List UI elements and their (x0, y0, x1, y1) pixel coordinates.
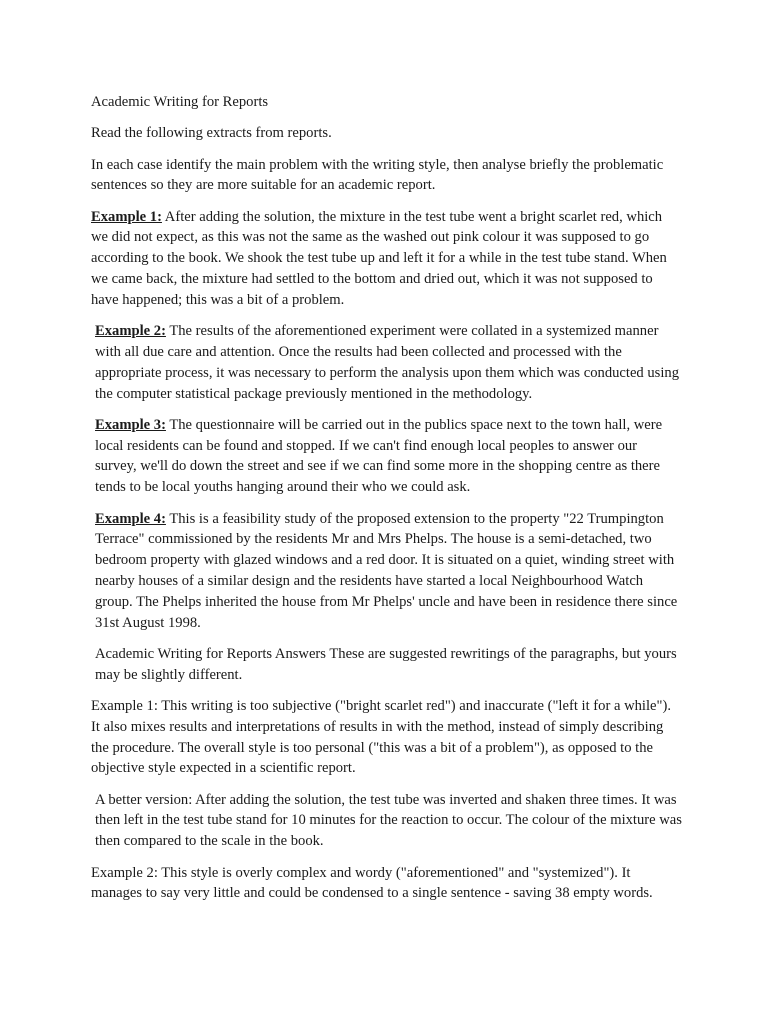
better-version-1-paragraph: A better version: After adding the solution, the test tube was inverted and shaken three times. It was then left in the test tube stand for 10 minutes for the reaction to occur. The colour of the mixture was then compared to the scale in the book. (95, 791, 682, 850)
example-2-text: The results of the aforementioned experiment were collated in a systemized manner with all due care and attention. Once the results had been collected and processed with the appropriate process, it was necessary to perform the analysis upon them which was conducted using the computer statistical package previously mentioned in the methodology. (95, 323, 679, 402)
example-1-paragraph (91, 207, 682, 311)
example-3-paragraph (91, 415, 682, 498)
example-1-label: Example 1: (91, 208, 162, 225)
answers-intro-paragraph: Academic Writing for Reports Answers These are suggested rewritings of the paragraphs, but yours may be slightly different. (95, 645, 677, 683)
answer-2-paragraph: Example 2: This style is overly complex and wordy ("aforementioned" and "systemized"). It manages to say very little and could be condensed to a single sentence - saving 38 empty words. (91, 864, 653, 902)
example-3-label: Example 3: (95, 416, 166, 433)
example-4-paragraph (91, 509, 682, 634)
example-4-text: This is a feasibility study of the proposed extension to the property "22 Trumpington Terrace" commissioned by the residents Mr and Mrs Phelps. The house is a semi-detached, two bedroom property with glazed windows and a red door. It is situated on a quiet, winding street with nearby houses of a similar design and the residents have started a local Neighbourhood Watch group. The Phelps inherited the house from Mr Phelps' uncle and have been in residence there since 31st August 1998. (95, 510, 678, 631)
example-3-text: The questionnaire will be carried out in the publics space next to the town hall, were local residents can be found and stopped. If we can't find enough local peoples to answer our survey, we'll do down the street and see if we can find some more in the shopping centre as there tends to be local youths hanging around their who we could ask. (95, 416, 663, 496)
example-2-label: Example 2: (95, 323, 166, 340)
intro-paragraph: Read the following extracts from reports. (91, 125, 332, 142)
example-2-paragraph (91, 321, 682, 404)
instruction-paragraph: In each case identify the main problem with the writing style, then analyse briefly the problematic sentences so they are more suitable for an academic report. (91, 156, 664, 194)
example-1-text: After adding the solution, the mixture in the test tube went a bright scarlet red, which we did not expect, as this was not the same as the washed out pink colour it was supposed to go according to the book. We shook the test tube up and left it for a while in the test tube stand. When we came back, the mixture had settled to the bottom and dried out, which it was not supposed to have happened; this was a bit of a problem. (91, 208, 667, 308)
example-4-label: Example 4: (95, 510, 166, 527)
answer-1-paragraph: Example 1: This writing is too subjective ("bright scarlet red") and inaccurate ("left it for a while"). It also mixes results and interpretations of results in with the method, instead of simply describing the procedure. The overall style is too personal ("this was a bit of a problem"), as opposed to the objective style expected in a scientific report. (91, 697, 671, 777)
document-title: Academic Writing for Reports (91, 94, 269, 110)
